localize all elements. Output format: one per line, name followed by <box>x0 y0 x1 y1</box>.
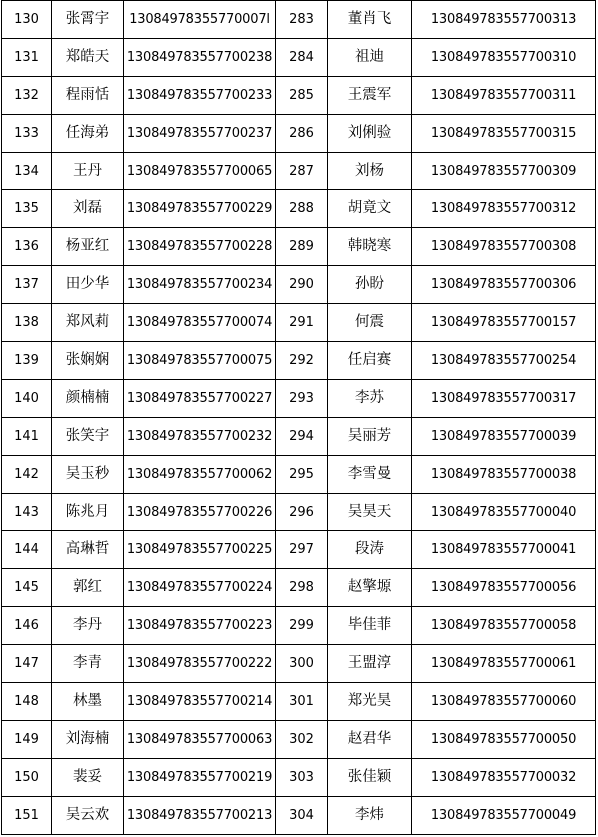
id-number-left: 130849783557700237 <box>124 114 276 152</box>
row-number-left: 149 <box>2 720 52 758</box>
person-name-right: 任启赛 <box>328 342 412 380</box>
person-name-right: 张佳颖 <box>328 758 412 796</box>
person-name-right: 吴丽芳 <box>328 417 412 455</box>
person-name-left: 郑风莉 <box>52 304 124 342</box>
row-number-right: 289 <box>276 228 328 266</box>
row-number-right: 301 <box>276 683 328 721</box>
row-number-left: 139 <box>2 342 52 380</box>
id-number-left: 130849783557700063 <box>124 720 276 758</box>
id-number-right: 130849783557700049 <box>412 796 596 834</box>
table-row <box>2 758 596 796</box>
id-number-right: 130849783557700041 <box>412 531 596 569</box>
id-number-right: 130849783557700309 <box>412 152 596 190</box>
person-name-left: 田少华 <box>52 266 124 304</box>
person-name-left: 张霄宇 <box>52 1 124 39</box>
table-row <box>2 645 596 683</box>
row-number-right: 287 <box>276 152 328 190</box>
table-row <box>2 796 596 834</box>
id-number-right: 130849783557700056 <box>412 569 596 607</box>
row-number-right: 285 <box>276 76 328 114</box>
id-number-right: 130849783557700157 <box>412 304 596 342</box>
person-name-left: 高琳哲 <box>52 531 124 569</box>
id-number-right: 130849783557700317 <box>412 379 596 417</box>
person-name-right: 吴昊天 <box>328 493 412 531</box>
row-number-right: 292 <box>276 342 328 380</box>
id-number-left: 13084978355770007l <box>124 1 276 39</box>
id-number-left: 130849783557700229 <box>124 190 276 228</box>
row-number-left: 143 <box>2 493 52 531</box>
row-number-left: 144 <box>2 531 52 569</box>
person-name-left: 林墨 <box>52 683 124 721</box>
row-number-left: 130 <box>2 1 52 39</box>
id-number-right: 130849783557700050 <box>412 720 596 758</box>
row-number-right: 284 <box>276 38 328 76</box>
person-name-right: 毕佳菲 <box>328 607 412 645</box>
row-number-right: 290 <box>276 266 328 304</box>
person-name-right: 韩晓寒 <box>328 228 412 266</box>
row-number-left: 150 <box>2 758 52 796</box>
id-number-left: 130849783557700228 <box>124 228 276 266</box>
person-name-right: 郑光昊 <box>328 683 412 721</box>
id-number-left: 130849783557700225 <box>124 531 276 569</box>
table-row <box>2 455 596 493</box>
table-row <box>2 607 596 645</box>
person-name-left: 杨亚红 <box>52 228 124 266</box>
table-row <box>2 76 596 114</box>
id-number-right: 130849783557700061 <box>412 645 596 683</box>
table-row <box>2 683 596 721</box>
id-number-right: 130849783557700312 <box>412 190 596 228</box>
id-number-right: 130849783557700311 <box>412 76 596 114</box>
id-number-right: 130849783557700039 <box>412 417 596 455</box>
person-name-left: 陈兆月 <box>52 493 124 531</box>
person-name-right: 董肖飞 <box>328 1 412 39</box>
id-number-left: 130849783557700075 <box>124 342 276 380</box>
table-row <box>2 493 596 531</box>
row-number-left: 132 <box>2 76 52 114</box>
person-name-right: 赵君华 <box>328 720 412 758</box>
row-number-right: 291 <box>276 304 328 342</box>
row-number-left: 137 <box>2 266 52 304</box>
row-number-right: 302 <box>276 720 328 758</box>
id-number-right: 130849783557700310 <box>412 38 596 76</box>
row-number-right: 294 <box>276 417 328 455</box>
id-number-right: 130849783557700306 <box>412 266 596 304</box>
table-row <box>2 228 596 266</box>
row-number-right: 300 <box>276 645 328 683</box>
row-number-left: 146 <box>2 607 52 645</box>
table-row <box>2 379 596 417</box>
id-number-left: 130849783557700223 <box>124 607 276 645</box>
person-name-left: 张娴娴 <box>52 342 124 380</box>
person-name-right: 孙盼 <box>328 266 412 304</box>
person-name-left: 郭红 <box>52 569 124 607</box>
row-number-right: 299 <box>276 607 328 645</box>
row-number-left: 145 <box>2 569 52 607</box>
id-number-left: 130849783557700065 <box>124 152 276 190</box>
row-number-left: 147 <box>2 645 52 683</box>
id-number-right: 130849783557700058 <box>412 607 596 645</box>
person-name-left: 李丹 <box>52 607 124 645</box>
id-number-left: 130849783557700062 <box>124 455 276 493</box>
table-row <box>2 1 596 39</box>
roster-table <box>1 0 596 835</box>
person-name-right: 王盟淳 <box>328 645 412 683</box>
id-number-left: 130849783557700238 <box>124 38 276 76</box>
person-name-right: 刘俐验 <box>328 114 412 152</box>
row-number-left: 140 <box>2 379 52 417</box>
table-row <box>2 114 596 152</box>
row-number-right: 296 <box>276 493 328 531</box>
person-name-right: 赵擎塬 <box>328 569 412 607</box>
table-row <box>2 266 596 304</box>
person-name-right: 胡竟文 <box>328 190 412 228</box>
person-name-left: 裴妥 <box>52 758 124 796</box>
row-number-left: 148 <box>2 683 52 721</box>
row-number-left: 138 <box>2 304 52 342</box>
table-row <box>2 531 596 569</box>
row-number-left: 141 <box>2 417 52 455</box>
row-number-right: 303 <box>276 758 328 796</box>
row-number-right: 288 <box>276 190 328 228</box>
table-row <box>2 720 596 758</box>
row-number-left: 136 <box>2 228 52 266</box>
person-name-left: 吴云欢 <box>52 796 124 834</box>
id-number-left: 130849783557700224 <box>124 569 276 607</box>
person-name-left: 李青 <box>52 645 124 683</box>
person-name-left: 郑皓天 <box>52 38 124 76</box>
person-name-left: 程雨恬 <box>52 76 124 114</box>
roster-table-body <box>2 1 596 835</box>
person-name-right: 李苏 <box>328 379 412 417</box>
id-number-right: 130849783557700038 <box>412 455 596 493</box>
row-number-right: 283 <box>276 1 328 39</box>
person-name-right: 李雪曼 <box>328 455 412 493</box>
id-number-right: 130849783557700032 <box>412 758 596 796</box>
id-number-left: 130849783557700213 <box>124 796 276 834</box>
person-name-right: 李炜 <box>328 796 412 834</box>
row-number-left: 134 <box>2 152 52 190</box>
id-number-right: 130849783557700313 <box>412 1 596 39</box>
person-name-right: 段涛 <box>328 531 412 569</box>
row-number-left: 142 <box>2 455 52 493</box>
person-name-left: 张笑宇 <box>52 417 124 455</box>
table-row <box>2 569 596 607</box>
row-number-right: 297 <box>276 531 328 569</box>
person-name-left: 吴玉秒 <box>52 455 124 493</box>
id-number-left: 130849783557700234 <box>124 266 276 304</box>
id-number-left: 130849783557700074 <box>124 304 276 342</box>
id-number-right: 130849783557700060 <box>412 683 596 721</box>
table-row <box>2 38 596 76</box>
person-name-right: 王震军 <box>328 76 412 114</box>
person-name-left: 颜楠楠 <box>52 379 124 417</box>
row-number-left: 131 <box>2 38 52 76</box>
id-number-left: 130849783557700232 <box>124 417 276 455</box>
person-name-left: 王丹 <box>52 152 124 190</box>
person-name-right: 祖迪 <box>328 38 412 76</box>
row-number-left: 133 <box>2 114 52 152</box>
person-name-left: 刘海楠 <box>52 720 124 758</box>
id-number-right: 130849783557700308 <box>412 228 596 266</box>
id-number-left: 130849783557700227 <box>124 379 276 417</box>
person-name-left: 刘磊 <box>52 190 124 228</box>
table-row <box>2 190 596 228</box>
table-row <box>2 417 596 455</box>
row-number-right: 298 <box>276 569 328 607</box>
row-number-right: 293 <box>276 379 328 417</box>
table-row <box>2 342 596 380</box>
person-name-left: 任海弟 <box>52 114 124 152</box>
row-number-left: 151 <box>2 796 52 834</box>
person-name-right: 何震 <box>328 304 412 342</box>
id-number-left: 130849783557700222 <box>124 645 276 683</box>
person-name-right: 刘杨 <box>328 152 412 190</box>
id-number-left: 130849783557700233 <box>124 76 276 114</box>
id-number-right: 130849783557700254 <box>412 342 596 380</box>
id-number-left: 130849783557700214 <box>124 683 276 721</box>
table-row <box>2 152 596 190</box>
row-number-right: 295 <box>276 455 328 493</box>
row-number-left: 135 <box>2 190 52 228</box>
table-row <box>2 304 596 342</box>
row-number-right: 304 <box>276 796 328 834</box>
id-number-left: 130849783557700226 <box>124 493 276 531</box>
id-number-right: 130849783557700040 <box>412 493 596 531</box>
id-number-right: 130849783557700315 <box>412 114 596 152</box>
row-number-right: 286 <box>276 114 328 152</box>
id-number-left: 130849783557700219 <box>124 758 276 796</box>
